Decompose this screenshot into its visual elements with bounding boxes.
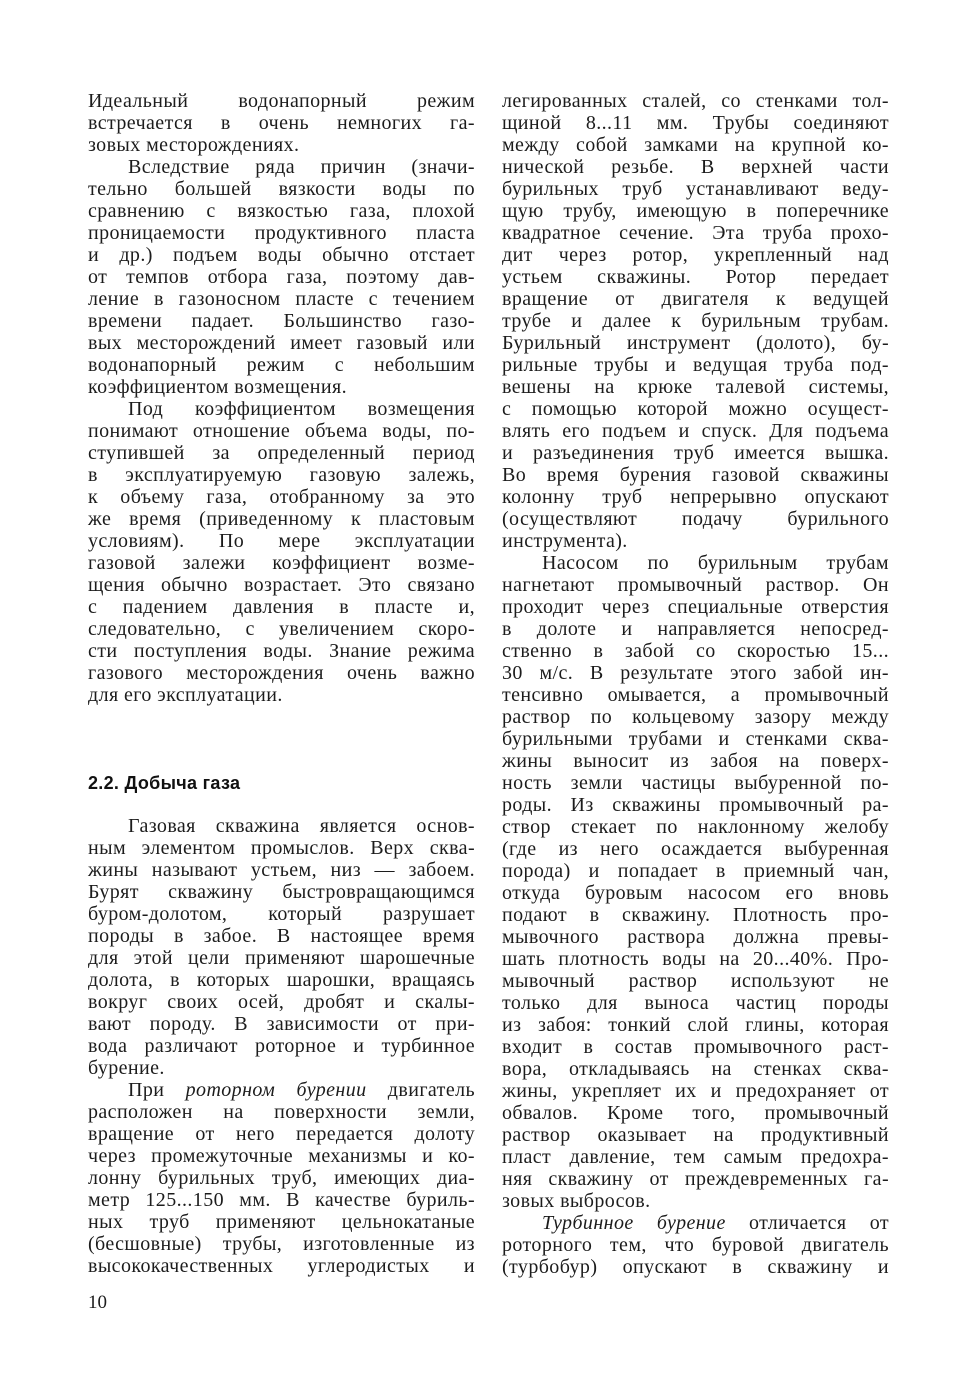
text-line: проходит через специальные отверстия [502,596,889,618]
text-line: вешены на крюке талевой системы, [502,376,889,398]
text-line: времени падает. Большинство газо- [88,310,475,332]
text-line: няя скважину от преждевременных га- [502,1168,889,1190]
paragraph [88,90,475,156]
text-line: вают породу. В зависимости от при- [88,1013,475,1035]
text-line: влять его подъем и спуск. Для подъема [502,420,889,442]
text-line: буром-долотом, который разрушает [88,903,475,925]
text-line: Газовая скважина является основ- [128,815,475,837]
text-line: раствор по кольцевому зазору между [502,706,889,728]
text-line: метр 125...150 мм. В качестве буриль- [88,1189,475,1211]
text-line: (осуществляют подачу бурильного [502,508,889,530]
text-line: тельно большей вязкости воды по [88,178,475,200]
text-line: щиной 8...11 мм. Трубы соединяют [502,112,889,134]
text-line: породы в забое. В настоящее время [88,925,475,947]
text-line: жины, укрепляет их и предохраняет от [502,1080,889,1102]
text-line: бурение. [88,1057,165,1079]
text-line: (бесшовные) трубы, изготовленные из [88,1233,475,1255]
text-line: через промежуточные механизмы и ко- [88,1145,475,1167]
page-number: 10 [88,1292,107,1313]
text-line: щую трубу, имеющую в поперечнике [502,200,889,222]
text-line: в эксплуатируемую газовую залежь, [88,464,475,486]
text-line: понимают отношение объема воды, по- [88,420,475,442]
text-line: рильные трубы и ведущая труба под- [502,354,889,376]
text-line: шать плотность воды на 20...40%. Про- [502,948,889,970]
paragraph [88,156,475,398]
text-line: створ стекает по наклонному желобу [502,816,889,838]
text-line: вращение от двигателя к ведущей [502,288,889,310]
text-line: жины выносит из забоя на поверх- [502,750,889,772]
text-line: мывочный раствор используют не [502,970,889,992]
text-line: легированных сталей, со стенками тол- [502,90,889,112]
text-line: только для выноса частиц породы [502,992,889,1014]
text-line: для его эксплуатации. [88,684,283,706]
text-line: условиям). По мере эксплуатации [88,530,475,552]
text-line: вокруг своих осей, дробят и скалы- [88,991,475,1013]
text-line: с падением давления в пласте и, [88,596,475,618]
text-fragment: двигатель [366,1079,476,1101]
text-line: пласт давление, тем самым предохра- [502,1146,889,1168]
text-line [502,1212,889,1234]
text-line: лонну бурильных труб, имеющих диа- [88,1167,475,1189]
text-line: же время (приведенному к пластовым [88,508,475,530]
paragraph [88,398,475,706]
text-line: мывочного раствора должна превы- [502,926,889,948]
text-line: тенсивно омывается, а промывочный [502,684,889,706]
text-line: газового месторождения очень важно [88,662,475,684]
text-line: порода) и попадает в приемный чан, [502,860,889,882]
italic-term: роторном бурении [185,1079,367,1101]
text-line: откуда буровым насосом его вновь [502,882,889,904]
text-line: колонну труб непрерывно опускают [502,486,889,508]
text-line: нагнетают промывочный раствор. Он [502,574,889,596]
paragraph [502,1212,889,1278]
text-line: в долоте и направляется непосред- [502,618,889,640]
text-line: (где из него осаждается выбуренная [502,838,889,860]
text-line: к объему газа, отобранному за это [88,486,475,508]
text-line: устьем скважины. Ротор передает [502,266,889,288]
text-line: Идеальный водонапорный режим [88,90,475,112]
paragraph [502,90,889,552]
text-line: и разъединения труб имеется вышка. [502,442,889,464]
text-line: сравнению с вязкостью газа, плохой [88,200,475,222]
text-line: сти поступления воды. Знание режима [88,640,475,662]
text-line: 30 м/с. В результате этого забой ин- [502,662,889,684]
text-line [88,1079,475,1101]
text-line: для этой цели применяют шарошечные [88,947,475,969]
text-line: коэффициентом возмещения. [88,376,347,398]
text-line: Вследствие ряда причин (значи- [128,156,475,178]
text-line: вращение от него передается долоту [88,1123,475,1145]
text-line: долота, в которых шарошки, вращаясь [88,969,475,991]
text-fragment: При [128,1079,186,1101]
text-line: ность земли частицы выбуренной по- [502,772,889,794]
text-line: щения обычно возрастает. Это связано [88,574,475,596]
text-line: газовой залежи коэффициент возме- [88,552,475,574]
text-line: бурильными трубами и стенками сква- [502,728,889,750]
text-line: Бурильный инструмент (долото), бу- [502,332,889,354]
text-line: следовательно, с увеличением скоро- [88,618,475,640]
text-line: высококачественных углеродистых и [88,1255,475,1277]
text-line: раствор оказывает на продуктивный [502,1124,889,1146]
text-line: Насосом по бурильным трубам [542,552,889,574]
text-line: роды. Из скважины промывочный ра- [502,794,889,816]
text-line: водонапорный режим с небольшим [88,354,475,376]
text-line: (турбобур) опускают в скважину и [502,1256,889,1278]
text-line: роторного тем, что буровой двигатель [502,1234,889,1256]
text-line: ление в газоносном пласте с течением [88,288,475,310]
text-line: от темпов отбора газа, поэтому дав- [88,266,475,288]
text-line: жины называют устьем, низ — забоем. [88,859,475,881]
right-column [502,90,889,1278]
text-line: зовых выбросов. [502,1190,651,1212]
text-line: Бурят скважину быстровращающимся [88,881,475,903]
italic-term: Турбинное бурение [542,1212,726,1234]
text-line: инструмента). [502,530,628,552]
text-line: ным элементом промыслов. Верх сква- [88,837,475,859]
text-line: между собой замками на крупной ко- [502,134,889,156]
text-line: дит через ротор, укрепленный над [502,244,889,266]
paragraph [88,1079,475,1277]
text-line: проницаемости продуктивного пласта [88,222,475,244]
text-line: квадратное сечение. Эта труба прохо- [502,222,889,244]
text-line: бурильных труб устанавливают веду- [502,178,889,200]
text-line: вода различают роторное и турбинное [88,1035,475,1057]
text-line: ных труб применяют цельнокатаные [88,1211,475,1233]
text-line: нической резьбе. В верхней части [502,156,889,178]
text-line: и др.) подъем воды обычно отстает [88,244,475,266]
text-line: из забоя: тонкий слой глины, которая [502,1014,889,1036]
paragraph [88,815,475,1079]
text-line: Под коэффициентом возмещения [128,398,475,420]
text-line: вора, откладываясь на стенках сква- [502,1058,889,1080]
text-line: расположен на поверхности земли, [88,1101,475,1123]
text-line: ственно в забой со скоростью 15... [502,640,889,662]
text-line: зовых месторождениях. [88,134,300,156]
text-line: ступившей за определенный период [88,442,475,464]
left-column [88,90,475,1277]
text-line: трубе и далее к бурильным трубам. [502,310,889,332]
text-line: подают в скважину. Плотность про- [502,904,889,926]
text-line: Во время бурения газовой скважины [502,464,889,486]
text-line: встречается в очень немногих га- [88,112,475,134]
text-line: входит в состав промывочного раст- [502,1036,889,1058]
text-line: вых месторождений имеет газовый или [88,332,475,354]
text-line: с помощью которой можно осущест- [502,398,889,420]
text-fragment: отличается от [725,1212,889,1234]
section-heading: 2.2. Добыча газа [88,773,241,793]
text-line: обвалов. Кроме того, промывочный [502,1102,889,1124]
paragraph [502,552,889,1212]
